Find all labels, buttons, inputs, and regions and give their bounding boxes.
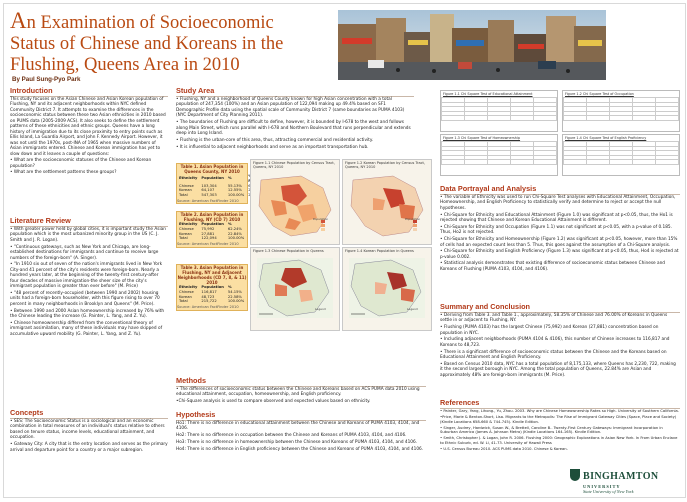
- introduction-body: [10, 97, 168, 176]
- hypothesis-body: [176, 421, 426, 452]
- methods-body: [176, 387, 426, 405]
- map-chinese-population: [250, 159, 340, 245]
- table-cell: 103,304: [201, 183, 217, 188]
- stat-table-caption: Figure 1.2 Chi Square Test of Occupation: [565, 92, 634, 96]
- literature-paragraph: • "Continuous gateways, such as New York and Chicago, are long-established destinations for immigrants and continue to receive large numbers of the foreign-born" (A. Singer).: [10, 244, 159, 261]
- stat-grid: [441, 141, 557, 165]
- literature-paragraph: • Chinese homeownership differed from the conventional theory of immigrant assimilation, many of these individuals may have skipped of accumulative upward mobility (G. Painter, L. Yang, and Z. Yu).: [10, 320, 163, 337]
- concepts-heading: Concepts: [10, 408, 168, 419]
- title-line-3: Flushing, Queens Area in 2010: [10, 55, 240, 75]
- map-legend: Population: [313, 217, 329, 221]
- table-1-source: Source: American FactFinder 2010: [177, 198, 239, 203]
- reference-item: • Painter, Gary, Yang, Lihong., Yu, Zhou. 2003. Why are Chinese Homeownership Rates so High. University of Southern California.: [440, 409, 679, 413]
- poster: [3, 3, 686, 498]
- methods-paragraph: •Chi-Square analysis is used to compare observed and expected values based on ethnicity.: [176, 399, 371, 405]
- table-header-cell: Population: [201, 285, 224, 289]
- data-portrayal-paragraph: • Chi-Square for Ethnicity and Homeownership (Figure 1.2) was significant at p<0.05, however, more than 15% of cells had an expected count less than 5. Thus, this goes against the assumption of a Chi-Square analysis.: [440, 237, 678, 248]
- table-cell: Chinese: [179, 226, 194, 231]
- concepts-body: [10, 419, 168, 453]
- data-portrayal-body: [440, 195, 680, 272]
- table-header-cell: %: [227, 285, 232, 289]
- introduction-paragraph: • What are the settlement patterns these groups?: [10, 170, 117, 176]
- stat-table-caption: Figure 1.3 Chi Square Test of Homeownership: [443, 136, 521, 140]
- introduction-heading: Introduction: [10, 86, 168, 97]
- introduction-section: [10, 86, 168, 177]
- reference-item: • Singer, Audrey, Hardwick, Susan W., & Brettell, Caroline B.. Twenty-First Century Gateways: Immigrant Incorporation in Suburban America (James A. Johnson Metro) (Kindle Locations 164-165). Kindle Edition.: [440, 425, 663, 435]
- methods-heading: Methods: [176, 376, 426, 387]
- references-section: [440, 398, 680, 453]
- summary-paragraph: • Based on Census 2010 data, NYC has a total population of 8,175,133, where Queens has 2,230, 722, making it the second largest borough in NYC. Among the total population of Queens, 22.84% are Asian and approximately 48% are foreign-born immigrants (M. Price).: [440, 361, 676, 378]
- references-body: [440, 409, 680, 452]
- logo-subtitle: UNIVERSITY: [583, 484, 621, 489]
- summary-paragraph: • Deriving from Table 3. and Table 1., approximately, 58.35% of Chinese and 76.00% of Koreans in Queens settle in or adjacent to Flushing, NY.: [440, 313, 668, 324]
- data-portrayal-paragraph: • The variable of Ethnicity was used to run Chi-Square Test analyses with Educational Attainment, Occupation, Homeownership, and English Proficiency to statistically verify and determine to reject or accept the null hypotheses.: [440, 195, 676, 211]
- data-portrayal-paragraph: • Statistical analysis demonstrates that existing difference of socioeconomic status between Chinese and Koreans of Flushing (PUMA 4103, 4104, and 4106).: [440, 261, 665, 272]
- table-cell: 215,722: [201, 299, 217, 304]
- table-header-cell: Ethnicity: [179, 176, 198, 181]
- reference-item: • Smith, Christopher J. & Logan, John R. 2006. Flushing 2000: Geographic Explorations in Asian New York. In From Urban Enclave to Ethnic Suburb, ed. W. Li, 41-73. University of Hawaii Press: [440, 436, 678, 446]
- table-cell: 64,107: [201, 188, 215, 193]
- title-line-1: n Examination of Socioeconomic: [26, 13, 274, 33]
- table-cell: 12.55%: [227, 188, 242, 193]
- map-chinese-queens: [250, 247, 340, 331]
- table-2-source: Source: American FactFinder 2010: [177, 242, 239, 247]
- map-image: [343, 254, 431, 322]
- literature-paragraph: • With greater power held by global cities, it is important study the Asian population which is the most urbanized minority group in the US (C. J. Smith and J. R. Logan).: [10, 227, 166, 243]
- table-cell: Korean: [179, 294, 192, 299]
- hypothesis-paragraph: Ho2: There is no difference in occupation between the Chinese and Koreans of PUMA 4103, 4104, and 4106.: [176, 433, 407, 439]
- title-line-2: Status of Chinese and Koreans in the: [10, 34, 284, 54]
- stat-table-1: [440, 90, 558, 132]
- map-korean-queens: [342, 247, 432, 331]
- table-3-caption: Table 3. Asian Population in Flushing, NY and Adjacent Neighborhoods (CD 7, 8, & 11) 2010: [177, 265, 247, 285]
- methods-paragraph: • The differences of socioeconomic status between the Chinese and Koreans based on ACS PUMA data 2010 using educational attainment, occupation, homeownership, and English proficiency.: [176, 387, 420, 398]
- stat-grid: [563, 141, 679, 165]
- study-area-section: [176, 86, 414, 151]
- logo-tagline: State University of New York: [583, 489, 634, 494]
- table-2-caption: Table 2. Asian Population in Flushing, NY (CD 7) 2010: [180, 212, 244, 222]
- stat-table-caption: Figure 1.1 Chi Square Test of Educational Attainment: [443, 92, 533, 96]
- table-cell: 116,817: [201, 289, 217, 294]
- table-cell: 100.00%: [227, 236, 245, 241]
- shield-icon: [570, 469, 580, 481]
- street-photo: [338, 10, 606, 80]
- table-cell: 100.00%: [227, 299, 245, 304]
- literature-paragraph: • Between 1990 and 2000 Asian homeownership increased by 76% with the Chinese leading the increase (G. Painter, L. Yang, and Z. Yu).: [10, 308, 165, 319]
- table-3-source: Source: American FactFinder 2010: [177, 305, 239, 310]
- study-area-paragraph: • The boundaries of Flushing are difficult to define, however, it is bounded by I-678 to the west and follows along Main Street, which runs parallel with I-678 and Northern Boulevard that runs perpendicular and extends deep into Long Island.: [176, 120, 411, 137]
- hypothesis-heading: Hypothesis: [176, 410, 426, 421]
- literature-review-body: [10, 227, 168, 337]
- study-area-paragraph: • Flushing, NY and a neighborhood of Queens County known for high Asian concentration with a total population of 247,354 (100%) and an Asian population of 122,094 making up 49.4% based on SF1 Demographic Profile data using the spatial scale of Community District 7 (same boundaries as PUMA 4103) (NYC Department of City Planning 2011).: [176, 97, 405, 119]
- table-header-cell: Population: [201, 222, 224, 226]
- table-cell: 62.24%: [227, 226, 242, 231]
- map-title: Figure 1.2 Korean Population by Census Tract, Queens, NY 2010: [345, 161, 426, 170]
- table-header-cell: %: [227, 176, 232, 181]
- table-2: [176, 211, 248, 248]
- literature-paragraph: • "In 1910 six out of seven of the nation's immigrants lived in New York City-and 41 percent of the city's residents were foreign-born. Nearly a hundred years later, at the beginning of the twenty-first century-after four decades of massive immigration-the sheer size of the city's immigrant population is greater than ever before" (M. Price): [10, 262, 163, 290]
- methods-section: [176, 376, 426, 406]
- table-cell: 48,723: [201, 294, 215, 299]
- stat-table-3: [440, 134, 558, 176]
- table-header-cell: Population: [201, 176, 224, 181]
- summary-heading: Summary and Conclusion: [440, 302, 680, 313]
- table-row: [177, 227, 246, 232]
- hypothesis-paragraph: Ho4: There is no difference in English proficiency between the Chinese and Koreans of PUMA 4103, 4104, and 4106.: [176, 446, 424, 452]
- poster-title: [10, 10, 310, 76]
- reference-item: •Price, Marie & Benton-Short, Lisa. Migrants to the Metropolis: The Rise of Immigrant Gateway Cities (Space, Place and Society) (Kindle Locations 658-660 & 744-745). Kindle Edition.: [440, 415, 677, 424]
- summary-paragraph: • There is a significant difference of socioeconomic status between the Chinese and the Koreans based on Educational Attainment and English Proficiency.: [440, 349, 667, 361]
- table-cell: Total: [179, 236, 188, 241]
- table-cell: 22.84%: [227, 231, 242, 236]
- data-portrayal-paragraph: • Chi-Square for Ethnicity and Educational Attainment (Figure 1.0) was significant at p<0.05, thus, the Ho1 is rejected showing that Chinese and Korean Educational Attainment is different.: [440, 212, 673, 224]
- map-title: Figure 1.3 Chinese Population in Queens: [253, 249, 324, 253]
- table-1-caption: Table 1. Asian Population in Queens County, NY 2010: [180, 164, 244, 174]
- street-photo-image: [338, 10, 606, 80]
- literature-paragraph: • "48 percent of recently-occupied (between 1990 and 2002) housing units had a foreign-born householder, with this figure rising to over 70 percent in many neighborhoods in Brooklyn and Queens" (M. Price).: [10, 290, 160, 307]
- hypothesis-section: [176, 410, 426, 453]
- map-image: [251, 170, 339, 240]
- table-1: [176, 163, 248, 204]
- table-row: [177, 290, 246, 295]
- table-row: [177, 236, 246, 241]
- stat-grid: [563, 97, 679, 121]
- table-row: [177, 299, 246, 304]
- data-portrayal-section: [440, 184, 680, 274]
- title-initial: A: [10, 8, 27, 33]
- concepts-paragraph: • Gateway City: A city that is the entry location and serves as the primary arrival and departure point for a country or a major subregion.: [10, 442, 168, 453]
- table-cell: 100.00%: [227, 193, 245, 198]
- map-title: Figure 1.4 Korean Population in Queens: [345, 249, 414, 253]
- hypothesis-paragraph: Ho3: There is no difference in homeownership between the Chinese and Koreans of PUMA 4103, 4104, and 4106.: [176, 439, 418, 445]
- summary-section: [440, 302, 680, 379]
- summary-paragraph: • Including adjacent neighborhoods (PUMA 4104 & 4106), this number of Chinese increases to 116,817 and Koreans to 48,723.: [440, 337, 670, 348]
- map-image: [251, 254, 339, 322]
- table-header-cell: %: [227, 222, 232, 226]
- university-logo: [570, 466, 680, 494]
- table-cell: 54.15%: [227, 289, 242, 294]
- data-portrayal-paragraph: • Chi-Square for Ethnicity and English Proficiency (Figure 1.3) was significant at p<0.05, thus, Ho4 is rejected at p-value 0.002.: [440, 249, 679, 260]
- table-cell: Total: [179, 193, 188, 198]
- data-portrayal-heading: Data Portrayal and Analysis: [440, 184, 680, 195]
- study-area-paragraph: • It is influential to adjacent neighborhoods and serve as an important transportation hub.: [176, 144, 369, 150]
- table-cell: Total: [179, 299, 188, 304]
- table-cell: 122,094: [201, 236, 217, 241]
- table-cell: 55.13%: [227, 183, 242, 188]
- table-cell: Korean: [179, 231, 192, 236]
- data-portrayal-paragraph: • Chi-Square for Ethnicity and Occupation (Figure 1.1) was not significant at p<0.05, with a p-value of 0.185. Thus, Ho2 is not rejected.: [440, 224, 672, 236]
- hypothesis-paragraph: Ho1: There is no difference in educational attainment between the Chinese and Koreans of PUMA 4103, 4104, and 4106.: [176, 421, 420, 432]
- map-legend: Legend: [315, 307, 326, 311]
- map-korean-population: [342, 159, 432, 245]
- table-2-grid: [177, 222, 246, 241]
- table-cell: Chinese: [179, 289, 194, 294]
- table-cell: 547,303: [201, 193, 217, 198]
- table-cell: 75,992: [201, 226, 215, 231]
- logo-name: BINGHAMTON: [583, 471, 659, 482]
- map-image: [343, 170, 431, 240]
- table-cell: 27,881: [201, 231, 215, 236]
- study-area-body: [176, 97, 414, 150]
- table-header-cell: Ethnicity: [179, 285, 198, 289]
- study-area-heading: Study Area: [176, 86, 414, 97]
- introduction-paragraph: • What are the socioeconomic statuses of the Chinese and Korean population?: [10, 158, 152, 169]
- concepts-paragraph: • SES: The Socioeconomic Status is a sociological and an economic combination in total measures of an individual's status relative to others based on tenure status, income levels, educational attainment, and occupation.: [10, 419, 165, 441]
- table-header-cell: Ethnicity: [179, 222, 198, 226]
- study-area-paragraph: • Flushing is the urban-core of this area, thus, attracting commercial and residential activity.: [176, 137, 374, 143]
- summary-body: [440, 313, 680, 378]
- stat-table-2: [562, 90, 680, 132]
- map-legend: Population: [405, 217, 421, 221]
- table-3: [176, 264, 248, 311]
- summary-paragraph: • Flushing (PUMA 4103) has the largest Chinese (75,992) and Korean (27,881) concentration based on population in NYC.: [440, 325, 659, 336]
- table-cell: Chinese: [179, 183, 194, 188]
- author: By Paul Sung-Pyo Park: [12, 76, 81, 83]
- table-cell: Korean: [179, 188, 192, 193]
- stat-table-4: [562, 134, 680, 176]
- stat-table-caption: Figure 1.4 Chi Square Test of English Proficiency: [565, 136, 647, 140]
- introduction-paragraph: This study focuses on the Asian Chinese and Asian Korean population of Flushing, NY and its adjacent neighborhoods within NYC defined Community District 7. It attempts to examine the differences in the socioeconomic status between these two Asian ethnicities in 2010 based on PUMS data (2005-2009 ACS). It also seeks to define the settlement patterns of these ethnicities and ethnic groups. Queens have a long history of immigration due to its close proximity to entry points such as Ellis Island, La Guardia Airport, and John F. Kennedy Airport. However, it was not until the 1970s, post-INA of 1965 when massive numbers of Asian immigrants entered. Chinese and Korean immigration has yet to slow down and it leaves a couple of questions:: [10, 97, 166, 157]
- reference-item: • U.S. Census Bureau 2010. ACS PUMS data 2010. Chinese & Korean.: [440, 447, 568, 452]
- table-cell: 22.58%: [227, 294, 242, 299]
- literature-review-heading: Literature Review: [10, 216, 168, 227]
- concepts-section: [10, 408, 168, 454]
- literature-review-section: [10, 216, 168, 338]
- table-3-grid: [177, 285, 246, 304]
- map-legend: Legend: [407, 307, 418, 311]
- references-heading: References: [440, 398, 680, 409]
- map-title: Figure 1.1 Chinese Population by Census Tract, Queens, NY 2010: [253, 161, 335, 170]
- stat-grid: [441, 97, 557, 121]
